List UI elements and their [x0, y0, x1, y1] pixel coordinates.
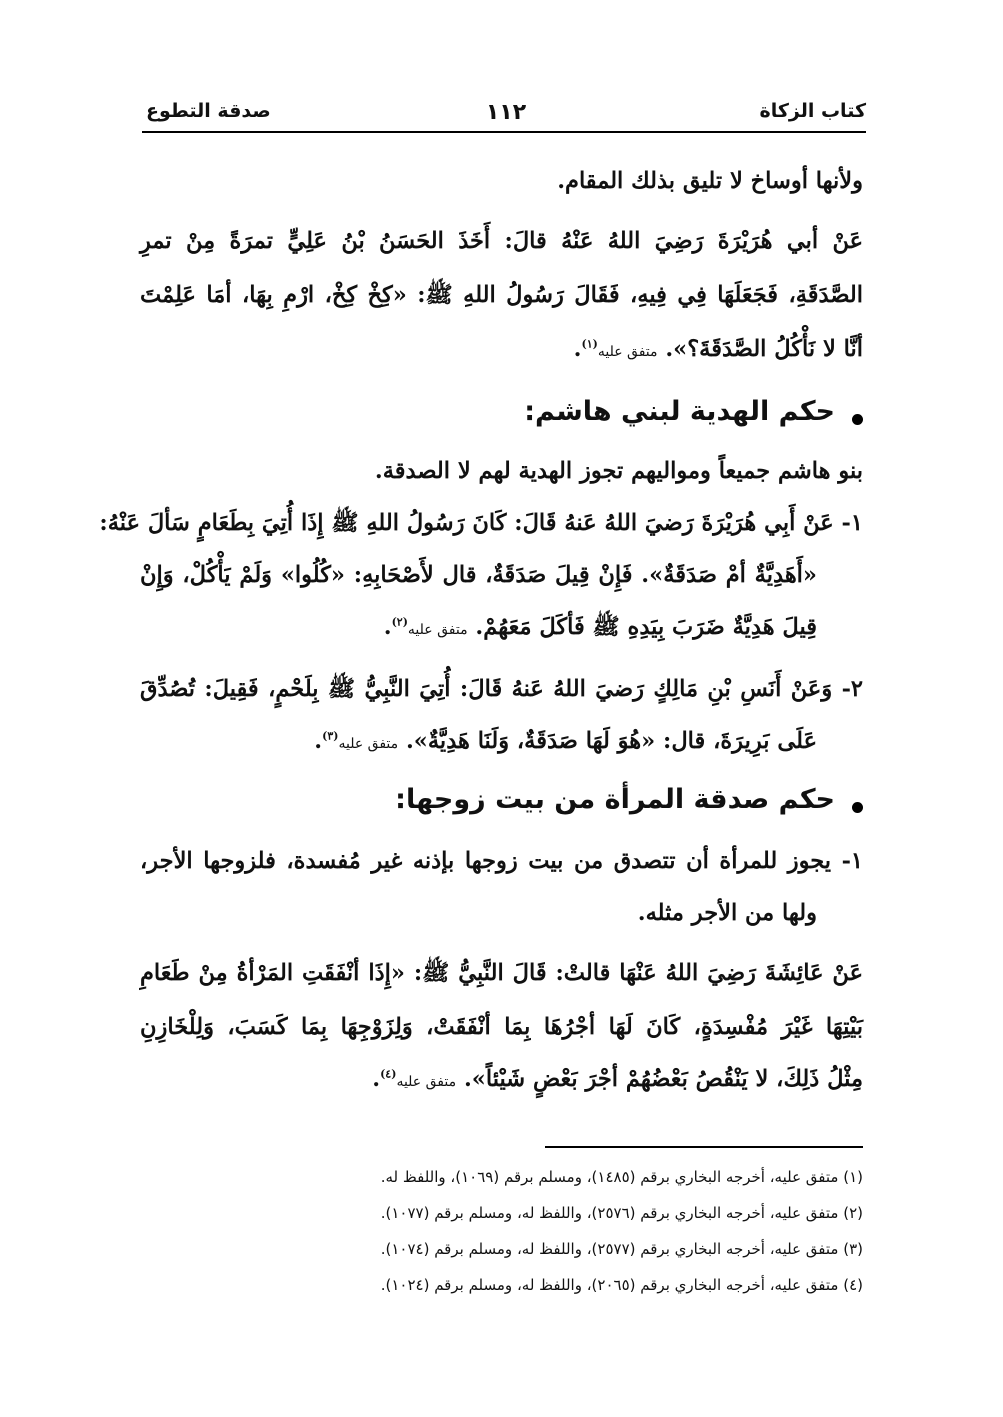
footnote-ref: (٤) — [380, 1067, 397, 1081]
item2-line2: عَلَى بَرِيرَةَ، قال: «هُوَ لَهَا صَدَقَةٌ، وَلَنَا هَدِيَّةٌ». متفق عليه$^{(٣)}$. — [314, 728, 817, 754]
running-header — [146, 100, 866, 140]
section2-item1-line2: ولها من الأجر مثله. — [637, 900, 817, 926]
section1-intro: بنو هاشم جميعاً ومواليهم تجوز الهدية لهم لا الصدقة. — [374, 458, 863, 484]
hadith1-line3: أنَّا لا نَأْكُلُ الصَّدَقَةَ؟». متفق عليه$^{(١)}$. — [573, 336, 863, 362]
footnote-ref: (١) — [581, 337, 598, 351]
hadith1-line2: الصَّدَقَةِ، فَجَعَلَهَا فِي فِيهِ، فَقَالَ رَسُولُ اللهِ ﷺ: «كِخْ كِخْ، ارْمِ بِهَا، أمَا عَلِمْتَ — [140, 282, 863, 308]
section-title: صدقة التطوع — [146, 100, 271, 122]
item1-text: قِيلَ هَدِيَّةٌ ضَرَبَ بِيَدِهِ ﷺ فَأكَلَ مَعَهُمْ. — [475, 614, 817, 640]
item2-text: عَلَى بَرِيرَةَ، قال: «هُوَ لَهَا صَدَقَةٌ، وَلَنَا هَدِيَّةٌ». — [405, 728, 817, 754]
header-divider — [142, 131, 866, 133]
book-title: كتاب الزكاة — [759, 100, 866, 122]
hadith2-line2: بَيْتِهَا غَيْرَ مُفْسِدَةٍ، كَانَ لَهَا أجْرُهَا بِمَا أنْفَقَتْ، وَلِزَوْجِهَا بِمَا كَسَبَ، وَلِلْخَازِنِ — [140, 1014, 863, 1040]
footnote-2: (٢) متفق عليه، أخرجه البخاري برقم (٢٥٧٦)، واللفظ له، ومسلم برقم (١٠٧٧). — [380, 1204, 863, 1222]
section2-item1-line1: ١- يجوز للمرأة أن تتصدق من بيت زوجها بإذنه غير مُفسدة، فلزوجها الأجر، — [140, 848, 863, 874]
hadith2-line1: عَنْ عَائِشَةَ رَضِيَ اللهُ عَنْهَا قالتْ: قَالَ النَّبِيُّ ﷺ: «إِذَا أنْفَقَتِ المَرْأةُ مِنْ طَعَامِ — [140, 960, 863, 986]
footnote-ref: (٣) — [322, 729, 339, 743]
footnote-1: (١) متفق عليه، أخرجه البخاري برقم (١٤٨٥)، ومسلم برقم (١٠٦٩)، واللفظ له. — [380, 1168, 863, 1186]
item1-line1: ١- عَنْ أَبِي هُرَيْرَةَ رَضيَ اللهُ عَنهُ قَالَ: كَانَ رَسُولُ اللهِ ﷺ إِذَا أُتِيَ بِطَعَامٍ سَألَ عَنْهُ: — [99, 510, 863, 536]
item2-line1: ٢- وَعَنْ أَنَسِ بْنِ مَالِكٍ رَضيَ اللهُ عَنهُ قَالَ: أُتِيَ النَّبِيُّ ﷺ بِلَحْمٍ، فَقِيلَ: تُصُدِّقَ — [140, 676, 863, 702]
item1-line2: «أَهَدِيَّةٌ أمْ صَدَقَةٌ». فَإِنْ قِيلَ صَدَقَةٌ، قال لأَصْحَابِهِ: «كُلُوا» وَلَمْ يَأْكُلْ، وَإِنْ — [140, 562, 817, 588]
hadith2-text: مِثْلُ ذَلِكَ، لا يَنْقُصُ بَعْضُهُمْ أجْرَ بَعْضٍ شَيْئاً». — [463, 1066, 863, 1092]
grading-label: متفق عليه — [338, 736, 399, 752]
hadith1-text: أنَّا لا نَأْكُلُ الصَّدَقَةَ؟». — [665, 336, 863, 362]
intro-line: ولأنها أوساخ لا تليق بذلك المقام. — [557, 168, 863, 194]
footnote-divider — [545, 1146, 863, 1148]
bullet-icon — [852, 802, 863, 813]
section-heading-hashim: حكم الهدية لبني هاشم: — [524, 396, 835, 427]
hadith2-line3: مِثْلُ ذَلِكَ، لا يَنْقُصُ بَعْضُهُمْ أجْرَ بَعْضٍ شَيْئاً». متفق عليه$^{(٤)}$. — [372, 1066, 863, 1092]
hadith1-line1: عَنْ أبي هُرَيْرَةَ رَضِيَ اللهُ عَنْهُ قالَ: أَخَذَ الحَسَنُ بْنُ عَلِيٍّ تمرَةً مِنْ تمرِ — [140, 228, 864, 254]
grading-label: متفق عليه — [597, 344, 658, 360]
grading-label: متفق عليه — [396, 1074, 457, 1090]
page-number: ١١٢ — [485, 100, 527, 125]
footnote-4: (٤) متفق عليه، أخرجه البخاري برقم (٢٠٦٥)، واللفظ له، ومسلم برقم (١٠٢٤). — [380, 1276, 863, 1294]
footnote-ref: (٢) — [391, 615, 408, 629]
item1-line3: قِيلَ هَدِيَّةٌ ضَرَبَ بِيَدِهِ ﷺ فَأكَلَ مَعَهُمْ. متفق عليه$^{(٢)}$. — [383, 614, 817, 640]
grading-label: متفق عليه — [407, 622, 468, 638]
footnote-3: (٣) متفق عليه، أخرجه البخاري برقم (٢٥٧٧)، واللفظ له، ومسلم برقم (١٠٧٤). — [380, 1240, 863, 1258]
section-heading-wife: حكم صدقة المرأة من بيت زوجها: — [395, 784, 835, 815]
bullet-icon — [852, 414, 863, 425]
